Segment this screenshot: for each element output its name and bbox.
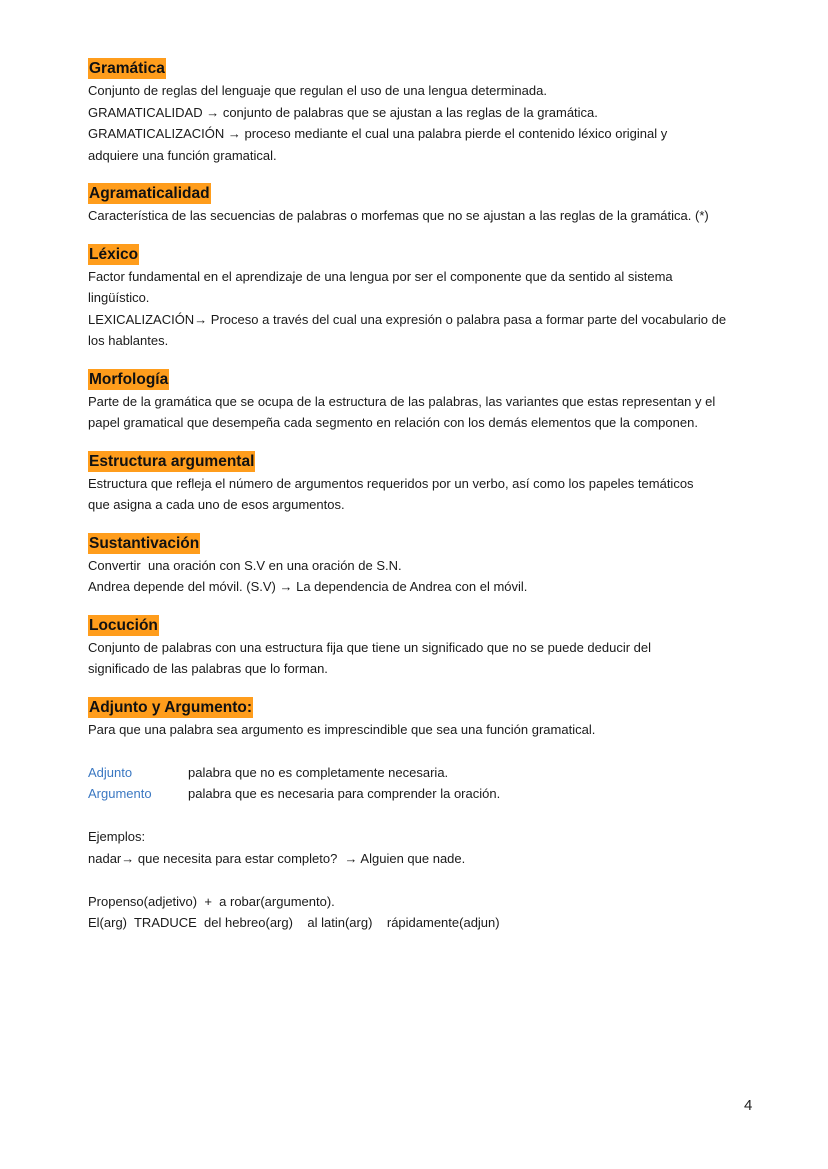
section-gramática	[88, 58, 768, 166]
section-text-line: adquiere una función gramatical.	[88, 147, 277, 163]
section-text-line: GRAMATICALIDAD → conjunto de palabras que se ajustan a las reglas de la gramática.	[88, 104, 598, 120]
section-text-line: GRAMATICALIZACIÓN → proceso mediante el cual una palabra pierde el contenido léxico original y	[88, 126, 668, 141]
section-text-line: LEXICALIZACIÓN→ Proceso a través del cual una expresión o palabra pasa a formar parte del vocabulario de	[88, 311, 727, 327]
term-definition: palabra que es necesaria para comprender la oración.	[188, 786, 501, 801]
section-locución	[88, 615, 768, 680]
page-number: 4	[744, 1097, 753, 1114]
section-heading: Agramaticalidad	[89, 185, 210, 202]
section-léxico	[88, 244, 768, 352]
sections-container	[88, 58, 768, 680]
section-heading: Estructura argumental	[89, 452, 255, 470]
section-heading: Sustantivación	[89, 534, 200, 552]
section-text-line: Conjunto de reglas del lenguaje que regulan el uso de una lengua determinada.	[88, 83, 547, 98]
section-text-line: que asigna a cada uno de esos argumentos.	[88, 497, 345, 512]
section-text-line: papel gramatical que desempeña cada segmento en relación con los demás elementos que la componen.	[88, 415, 698, 430]
term-row-adjunto	[88, 762, 768, 784]
example-line: nadar→ que necesita para estar completo? → Alguien que nade.	[88, 850, 466, 866]
example-line: El(arg) TRADUCE del hebreo(arg) al latin(arg) rápidamente(adjun)	[88, 915, 500, 930]
section-morfología	[88, 369, 768, 434]
section-text-line: lingüístico.	[88, 290, 150, 305]
term-definition: palabra que no es completamente necesaria.	[188, 764, 449, 780]
section-sustantivación	[88, 533, 768, 598]
section-text-line: los hablantes.	[88, 333, 169, 348]
section-text-line: Característica de las secuencias de palabras o morfemas que no se ajustan a las reglas de la gramática. (*)	[88, 208, 709, 223]
section-agramaticalidad	[88, 183, 768, 227]
document-page	[88, 58, 768, 951]
section-heading: Léxico	[89, 245, 139, 263]
section-heading: Adjunto y Argumento:	[89, 698, 253, 716]
section-text-line: Factor fundamental en el aprendizaje de una lengua por ser el componente que da sentido al sistema	[88, 268, 673, 284]
section-adjunto-argumento	[88, 697, 768, 934]
term-name: Adjunto	[88, 764, 133, 780]
section-text-line: Andrea depende del móvil. (S.V) → La dependencia de Andrea con el móvil.	[88, 579, 528, 594]
term-row-argumento	[88, 783, 768, 805]
section-estructura-argumental	[88, 451, 768, 516]
examples-label: Ejemplos:	[88, 829, 146, 844]
adjunto-intro: Para que una palabra sea argumento es imprescindible que sea una función gramatical.	[88, 721, 596, 737]
section-text-line: Convertir una oración con S.V en una oración de S.N.	[88, 557, 402, 573]
section-text-line: Parte de la gramática que se ocupa de la estructura de las palabras, las variantes que estas representan y el	[88, 393, 716, 409]
section-text-line: significado de las palabras que lo forman.	[88, 661, 328, 676]
section-heading: Locución	[89, 616, 158, 634]
section-heading: Morfología	[89, 370, 169, 388]
term-name: Argumento	[88, 786, 152, 801]
example-line: Propenso(adjetivo) + a robar(argumento).	[88, 893, 335, 909]
section-text-line: Estructura que refleja el número de argumentos requeridos por un verbo, así como los papeles temáticos	[88, 475, 694, 491]
section-text-line: Conjunto de palabras con una estructura fija que tiene un significado que no se puede deducir del	[88, 639, 652, 655]
section-heading: Gramática	[89, 60, 165, 77]
